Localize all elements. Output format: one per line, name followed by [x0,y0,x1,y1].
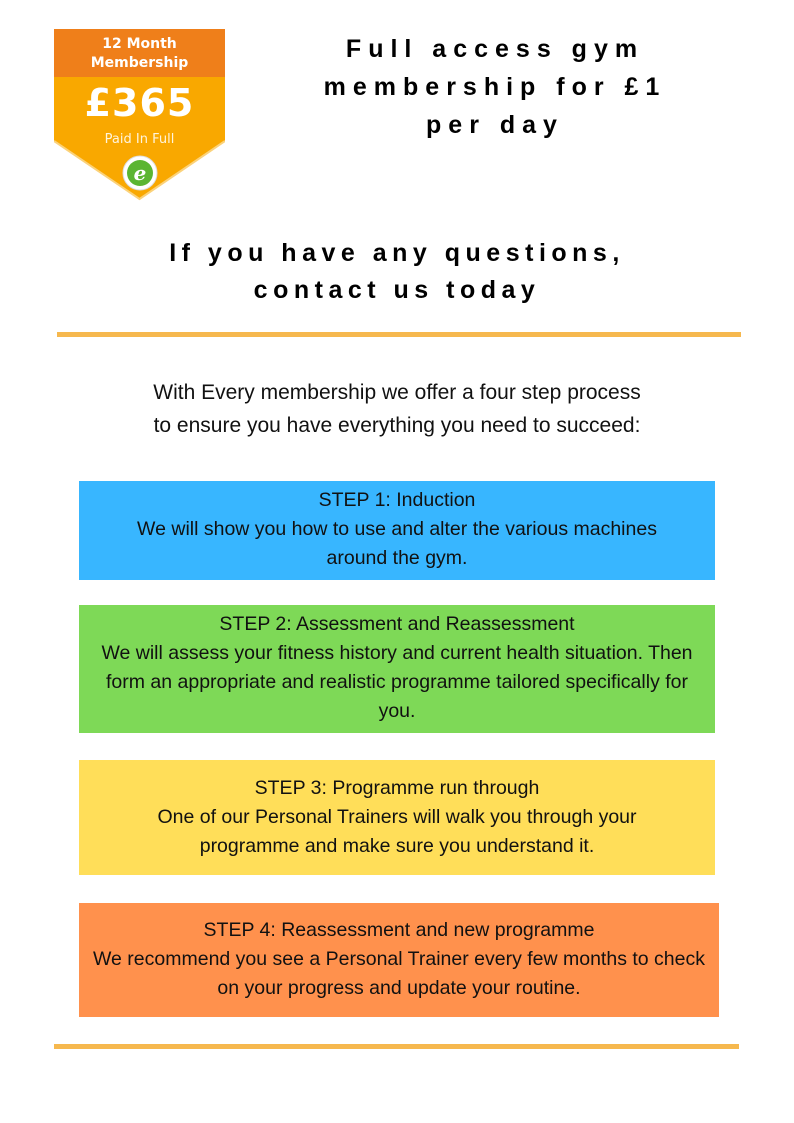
step-4-card [79,903,719,1017]
step-4-body: We recommend you see a Personal Trainer every few months to check on your progress and update your routine. [92,948,705,999]
contact-line-1: If you have any questions, [169,239,625,267]
badge-paid-label: Paid In Full [104,132,175,147]
intro-line-1: With Every membership we offer a four step process [153,381,641,404]
intro-line-2: to ensure you have everything you need to succeed: [153,414,641,437]
intro-text [0,376,794,442]
step-1-body: We will show you how to use and alter the various machines around the gym. [137,518,657,569]
step-2-body: We will assess your fitness history and current health situation. Then form an appropriate and realistic programme tailored specifically for you. [101,642,693,722]
divider-bottom [54,1044,739,1049]
badge-price: £365 [84,81,195,125]
contact-callout [0,235,794,309]
step-3-title: STEP 3: Programme run through [254,777,540,799]
svg-text:e: e [133,161,147,185]
step-2-title: STEP 2: Assessment and Reassessment [219,613,575,635]
step-1-card [79,481,715,580]
contact-line-2: contact us today [253,276,541,304]
step-3-body: One of our Personal Trainers will walk you through your programme and make sure you understand it. [157,806,637,857]
brand-logo-icon [122,155,158,191]
step-1-title: STEP 1: Induction [318,489,476,511]
step-2-card [79,605,715,733]
divider-top [57,332,741,337]
step-4-title: STEP 4: Reassessment and new programme [203,919,595,941]
headline: Full access gym membership for £1 per day [323,35,667,139]
step-3-card [79,760,715,875]
membership-badge [54,29,225,201]
badge-title-line2: Membership [90,55,189,71]
badge-title-line1: 12 Month [102,36,177,52]
